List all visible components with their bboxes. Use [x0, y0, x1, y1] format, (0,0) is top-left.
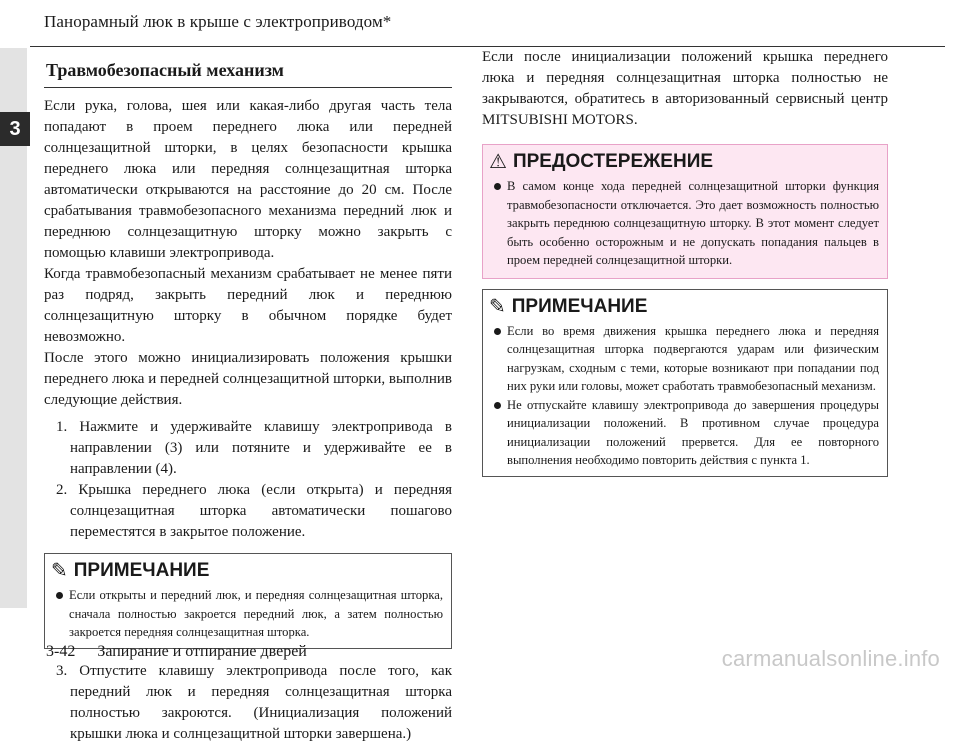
watermark: carmanualsonline.info: [721, 646, 940, 671]
note-box: [482, 289, 888, 477]
steps-list-continued: [44, 661, 452, 745]
warning-item: В самом конце хода передней солнцезащитной шторки функция травмобезопасности отключается. Это дает возможность полностью закрыть переднюю солнцезащитную шторку. В этот момент следует быть особенно осторожным и не допускать попадания пальцев в проем передней солнцезащитной шторки.: [491, 177, 879, 270]
note-title: ПРИМЕЧАНИЕ: [73, 560, 210, 581]
pencil-icon: ✎: [51, 560, 68, 582]
warning-triangle-icon: ⚠: [489, 151, 507, 173]
page-number: 3-42: [46, 643, 76, 660]
note-header: [45, 554, 451, 584]
left-column: [44, 54, 452, 745]
page-header-title: Панорамный люк в крыше с электроприводом*: [44, 12, 392, 31]
bullet-icon: [494, 402, 501, 409]
paragraph-service: Если после инициализации положений крышка переднего люка и передняя солнцезащитная шторка полностью не закрываются, обратитесь в авторизованный сервисный центр MITSUBISHI MOTORS.: [482, 49, 888, 128]
bullet-icon: [494, 183, 501, 190]
note-item: Если во время движения крышка переднего люка и передняя солнцезащитная шторка подвергаются ударам или физическим нагрузкам, сходным с теми, которые возникают при попадании под них руки или головы, может сработать травмобезопасный механизм.: [491, 322, 879, 396]
warning-header: [483, 145, 887, 175]
pencil-icon: ✎: [489, 295, 506, 318]
paragraph-five-times: Когда травмобезопасный механизм срабатывает не менее пяти раз подряд, закрыть передний люк и переднюю солнцезащитную шторку в обычном порядке будет невозможно.: [44, 266, 452, 345]
paragraph-intro: Если рука, голова, шея или какая-либо другая часть тела попадают в проем переднего люка или передней солнцезащитной шторки, в целях безопасности крышка переднего люка или передняя солнцезащитная шторка автоматически открываются на расстояние до 20 см. После срабатывания травмобезопасного механизма передний люк и переднюю солнцезащитную шторку можно закрыть с помощью клавиши электропривода.: [44, 98, 452, 261]
page-footer: [46, 643, 307, 661]
note-header: [483, 290, 887, 320]
step-item: 1. Нажмите и удерживайте клавишу электропривода в направлении (3) или потяните и удерживайте ее в направлении (4).: [56, 419, 452, 477]
right-column: [482, 47, 888, 477]
warning-title: ПРЕДОСТЕРЕЖЕНИЕ: [512, 151, 714, 172]
note-item: Не отпускайте клавишу электропривода до завершения процедуры инициализации положений. В противном случае процедура инициализации положений прервется. Для ее повторного выполнения необходимо повторить действия с пункта 1.: [491, 396, 879, 470]
warning-box: [482, 144, 888, 279]
note-item: Если открыты и передний люк, и передняя солнцезащитная шторка, сначала полностью закроется передний люк, а затем полностью закроется передняя солнцезащитная шторка.: [53, 586, 443, 642]
bullet-icon: [56, 592, 63, 599]
note-box: [44, 553, 452, 649]
section-heading: Травмобезопасный механизм: [44, 54, 452, 88]
step-item: 3. Отпустите клавишу электропривода после того, как передний люк и передняя солнцезащитная шторка полностью закроются. (Инициализация положений крышки люка и солнцезащитной шторки завершена.): [56, 662, 452, 742]
steps-list: [44, 417, 452, 543]
step-item: 2. Крышка переднего люка (если открыта) и передняя солнцезащитная шторка автоматически пошагово переместятся в закрытое положение.: [56, 482, 452, 540]
chapter-tab: 3: [0, 112, 30, 146]
paragraph-initialize: После этого можно инициализировать положения крышки переднего люка и передней солнцезащитной шторки, выполнив следующие действия.: [44, 350, 452, 408]
note-title: ПРИМЕЧАНИЕ: [511, 295, 648, 317]
chapter-name: Запирание и отпирание дверей: [97, 643, 307, 660]
bullet-icon: [494, 328, 501, 335]
